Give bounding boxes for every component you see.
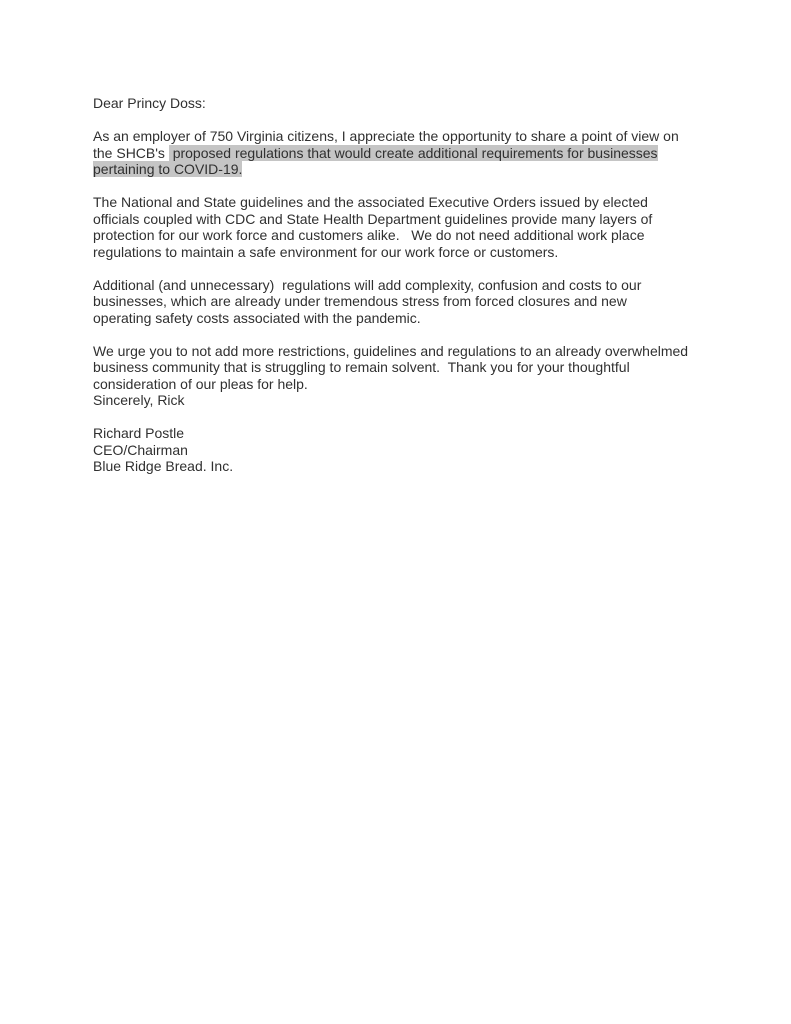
letter-body: [93, 95, 743, 491]
paragraph-4-line-1: We urge you to not add more restrictions, guidelines and regulations to an already overwhelmed: [93, 342, 689, 359]
paragraph-3-line-1: Additional (and unnecessary) regulations will add complexity, confusion and costs to our: [93, 276, 642, 293]
paragraph-2: [93, 194, 743, 260]
paragraph-4-line-2: business community that is struggling to remain solvent. Thank you for your thoughtful: [93, 359, 630, 375]
paragraph-1: [93, 128, 743, 178]
paragraph-2-line-1: The National and State guidelines and the associated Executive Orders issued by elected: [93, 194, 648, 210]
paragraph-1-line-2-plain: the SHCB's: [93, 144, 169, 161]
paragraph-2-line-2: officials coupled with CDC and State Health Department guidelines provide many layers of: [93, 210, 653, 227]
salutation: Dear Princy Doss:: [93, 95, 206, 111]
signature-block: [93, 425, 743, 475]
paragraph-2-line-4: regulations to maintain a safe environment for our work force or customers.: [93, 243, 559, 260]
signature-name: Richard Postle: [93, 425, 185, 441]
signature-company: Blue Ridge Bread. Inc.: [93, 458, 234, 474]
paragraph-3-line-3: operating safety costs associated with the pandemic.: [93, 309, 421, 326]
paragraph-1-line-1: As an employer of 750 Virginia citizens, I appreciate the opportunity to share a point of view on: [93, 128, 679, 144]
salutation-block: [93, 95, 743, 112]
closing-line: Sincerely, Rick: [93, 392, 185, 408]
signature-title: CEO/Chairman: [93, 441, 188, 458]
highlighted-text-line-2: proposed regulations that would create additional requirements for businesses: [168, 144, 658, 161]
paragraph-4: [93, 343, 743, 409]
paragraph-1-line-3: [93, 161, 743, 178]
paragraph-4-line-3: consideration of our pleas for help.: [93, 375, 308, 392]
paragraph-3: [93, 277, 743, 327]
paragraph-1-line-2: [93, 145, 743, 162]
paragraph-2-line-3: protection for our work force and customers alike. We do not need additional work place: [93, 227, 645, 243]
highlighted-text-line-3: pertaining to COVID-19.: [93, 161, 243, 177]
paragraph-3-line-2: businesses, which are already under tremendous stress from forced closures and new: [93, 293, 627, 309]
